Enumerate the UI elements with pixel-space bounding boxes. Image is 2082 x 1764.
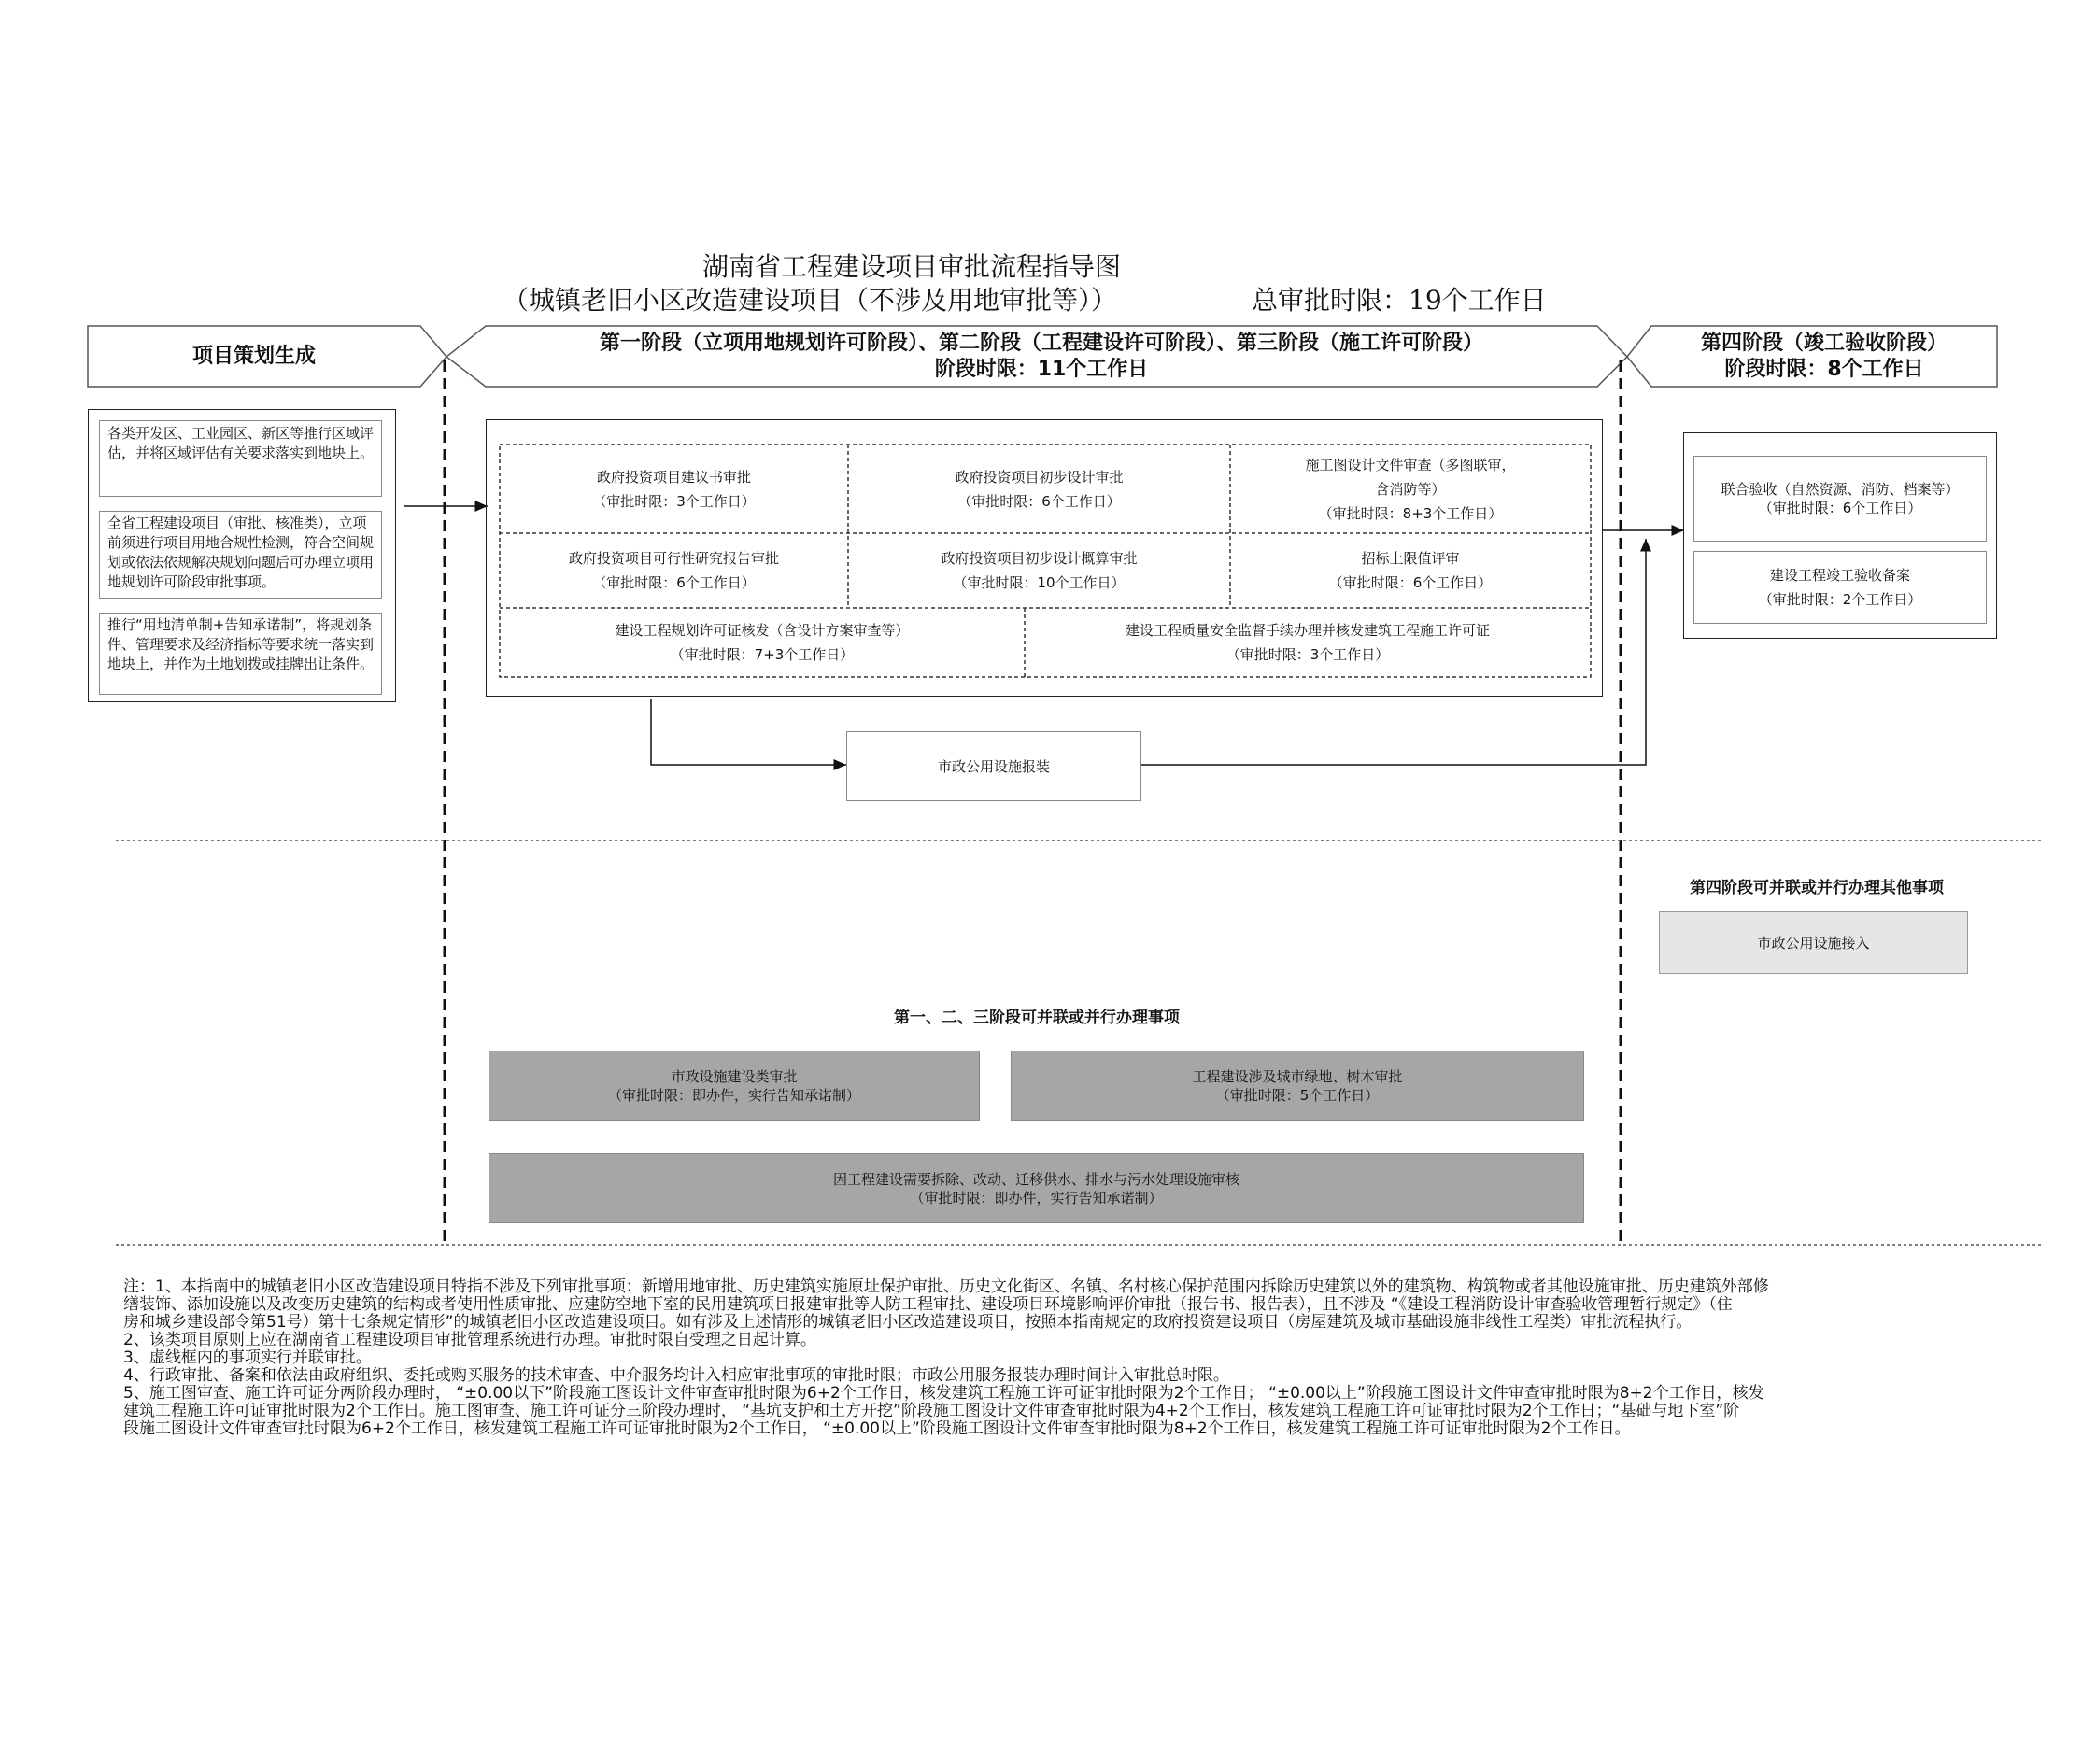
approval-budget-time: （审批时限：10个工作日）: [953, 574, 1126, 591]
title-line1: 湖南省工程建设项目审批流程指导图: [702, 251, 1122, 282]
approval-feasibility-name: 政府投资项目可行性研究报告审批: [568, 550, 779, 567]
notes-block: [123, 1278, 2038, 1438]
stage123-label: 第一阶段（立项用地规划许可阶段）、第二阶段（工程建设许可阶段）、第三阶段（施工许可阶段）: [599, 332, 1483, 355]
planning-item-1: 各类开发区、工业园区、新区等推行区域评估，并将区域评估有关要求落实到地块上。: [99, 420, 382, 497]
approval-bid-ceiling: [1231, 534, 1590, 607]
approval-budget: [849, 534, 1229, 607]
parallel123-label: 第一、二、三阶段可并联或并行办理事项: [894, 1009, 1180, 1027]
parallel-green-approval-time: （审批时限：5个工作日）: [1215, 1086, 1380, 1104]
approval-drawing-review-time: （审批时限：8+3个工作日）: [1318, 504, 1503, 522]
planning-panel: [88, 409, 396, 702]
note-line: 2、该类项目原则上应在湖南省工程建设项目审批管理系统进行办理。审批时限自受理之日起计算。: [123, 1331, 816, 1349]
joint-acceptance-time: （审批时限：6个工作日）: [1758, 500, 1922, 516]
joint-acceptance-name: 联合验收（自然资源、消防、档案等）: [1721, 481, 1960, 498]
completion-filing: [1693, 551, 1987, 624]
parallel-municipal-approval-name: 市政设施建设类审批: [671, 1067, 798, 1085]
approval-planning-permit-time: （审批时限：7+3个工作日）: [670, 646, 855, 663]
approval-drawing-review-name: 施工图设计文件审查（多图联审，: [1305, 456, 1516, 473]
parallel-green-approval: [1011, 1051, 1584, 1121]
note-line: 建筑工程施工许可证审批时限为2个工作日。施工图审查、施工许可证分三阶段办理时， “基坑支护和土方开挖”阶段施工图设计文件审查审批时限为4+2个工作日，核发建筑工程施工许可证审批时限为2个工作日；“基础与地下室”阶: [123, 1402, 1740, 1420]
stage4-label: 第四阶段（竣工验收阶段）: [1700, 332, 1947, 355]
approval-proposal-name: 政府投资项目建议书审批: [596, 468, 751, 486]
note-line: 4、行政审批、备案和依法由政府组织、委托或购买服务的技术审查、中介服务均计入相应审批事项的审批时限；市政公用服务报装办理时间计入审批总时限。: [123, 1366, 1229, 1385]
planning-item-2: 全省工程建设项目（审批、核准类），立项前须进行项目用地合规性检测，符合空间规划或依法依规解决规划问题后可办理立项用地规划许可阶段审批事项。: [99, 511, 382, 599]
joint-acceptance: [1693, 456, 1987, 542]
note-line: 段施工图设计文件审查审批时限为6+2个工作日，核发建筑工程施工许可证审批时限为2个工作日， “±0.00以上”阶段施工图设计文件审查审批时限为8+2个工作日，核发建筑工程施工许可证审批时限为2个工作日。: [123, 1419, 1631, 1438]
parallel-green-approval-name: 工程建设涉及城市绿地、树木审批: [1192, 1067, 1403, 1085]
planning-item-3: 推行“用地清单制+告知承诺制”，将规划条件、管理要求及经济指标等要求统一落实到地块上，并作为土地划拨或挂牌出让条件。: [99, 613, 382, 695]
total-time-limit: 总审批时限：19个工作日: [1252, 285, 1547, 316]
note-line: 房和城乡建设部令第51号）第十七条规定情形”的城镇老旧小区改造建设项目。如有涉及上述情形的城镇老旧小区改造建设项目，按照本指南规定的政府投资建设项目（房屋建筑及城市基础设施非线性工程类）审批流程执行。: [123, 1313, 1693, 1332]
note-line: 注：1、本指南中的城镇老旧小区改造建设项目特指不涉及下列审批事项：新增用地审批、历史建筑实施原址保护审批、历史文化街区、名镇、名村核心保护范围内拆除历史建筑以外的建筑物、构筑物或者其他设施审批、历史建筑外部修: [123, 1277, 1769, 1296]
approval-bid-ceiling-time: （审批时限：6个工作日）: [1328, 574, 1493, 591]
parallel-water-facility-review: [489, 1153, 1584, 1223]
stage0-label: 项目策划生成: [191, 345, 316, 368]
approval-construction-permit: [1026, 609, 1590, 676]
stage123-time: 阶段时限：11个工作日: [934, 358, 1149, 381]
approval-planning-permit-name: 建设工程规划许可证核发（含设计方案审查等）: [615, 622, 910, 639]
stage4-parallel-label: 第四阶段可并联或并行办理其他事项: [1690, 879, 1944, 897]
approval-planning-permit: [501, 609, 1024, 676]
approval-prelim-design-time: （审批时限：6个工作日）: [957, 492, 1121, 510]
approval-drawing-review: [1231, 445, 1590, 532]
approval-prelim-design: [849, 445, 1229, 532]
stage4-panel: [1683, 432, 1997, 639]
arrow-to-municipal: [651, 699, 846, 765]
completion-filing-time: （审批时限：2个工作日）: [1758, 591, 1922, 608]
parallel-water-facility-review-name: 因工程建设需要拆除、改动、迁移供水、排水与污水处理设施审核: [832, 1170, 1239, 1188]
parallel-municipal-approval-time: （审批时限：即办件，实行告知承诺制）: [607, 1086, 860, 1104]
approval-feasibility: [501, 534, 847, 607]
title-line2: （城镇老旧小区改造建设项目（不涉及用地审批等））: [503, 285, 1118, 316]
approval-budget-name: 政府投资项目初步设计概算审批: [941, 550, 1138, 567]
stage4-time: 阶段时限：8个工作日: [1724, 358, 1924, 381]
approval-construction-permit-name: 建设工程质量安全监督手续办理并核发建筑工程施工许可证: [1125, 622, 1490, 639]
approval-feasibility-time: （审批时限：6个工作日）: [592, 574, 756, 591]
municipal-install-box: 市政公用设施报装: [846, 731, 1141, 801]
parallel-water-facility-review-time: （审批时限：即办件，实行告知承诺制）: [910, 1189, 1163, 1207]
approval-prelim-design-name: 政府投资项目初步设计审批: [955, 468, 1124, 486]
parallel-municipal-approval: [489, 1051, 980, 1121]
completion-filing-name: 建设工程竣工验收备案: [1769, 567, 1910, 584]
approval-drawing-review-name2: 含消防等）: [1375, 480, 1446, 498]
approval-bid-ceiling-name: 招标上限值评审: [1361, 550, 1460, 567]
note-line: 缮装饰、添加设施以及改变历史建筑的结构或者使用性质审批、应建防空地下室的民用建筑项目报建审批等人防工程审批、建设项目环境影响评价审批（报告书、报告表），且不涉及 “《建设工程消防设计审查验收管理暂行规定》（住: [123, 1295, 1733, 1314]
note-line: 5、施工图审查、施工许可证分两阶段办理时， “±0.00以下”阶段施工图设计文件审查审批时限为6+2个工作日，核发建筑工程施工许可证审批时限为2个工作日； “±0.00以上”阶段施工图设计文件审查审批时限为8+2个工作日，核发: [123, 1384, 1764, 1403]
approval-proposal-time: （审批时限：3个工作日）: [592, 492, 756, 510]
approval-proposal: [501, 445, 847, 532]
approval-construction-permit-time: （审批时限：3个工作日）: [1225, 646, 1390, 663]
note-line: 3、虚线框内的事项实行并联审批。: [123, 1348, 372, 1367]
municipal-connection-box: 市政公用设施接入: [1659, 911, 1968, 974]
